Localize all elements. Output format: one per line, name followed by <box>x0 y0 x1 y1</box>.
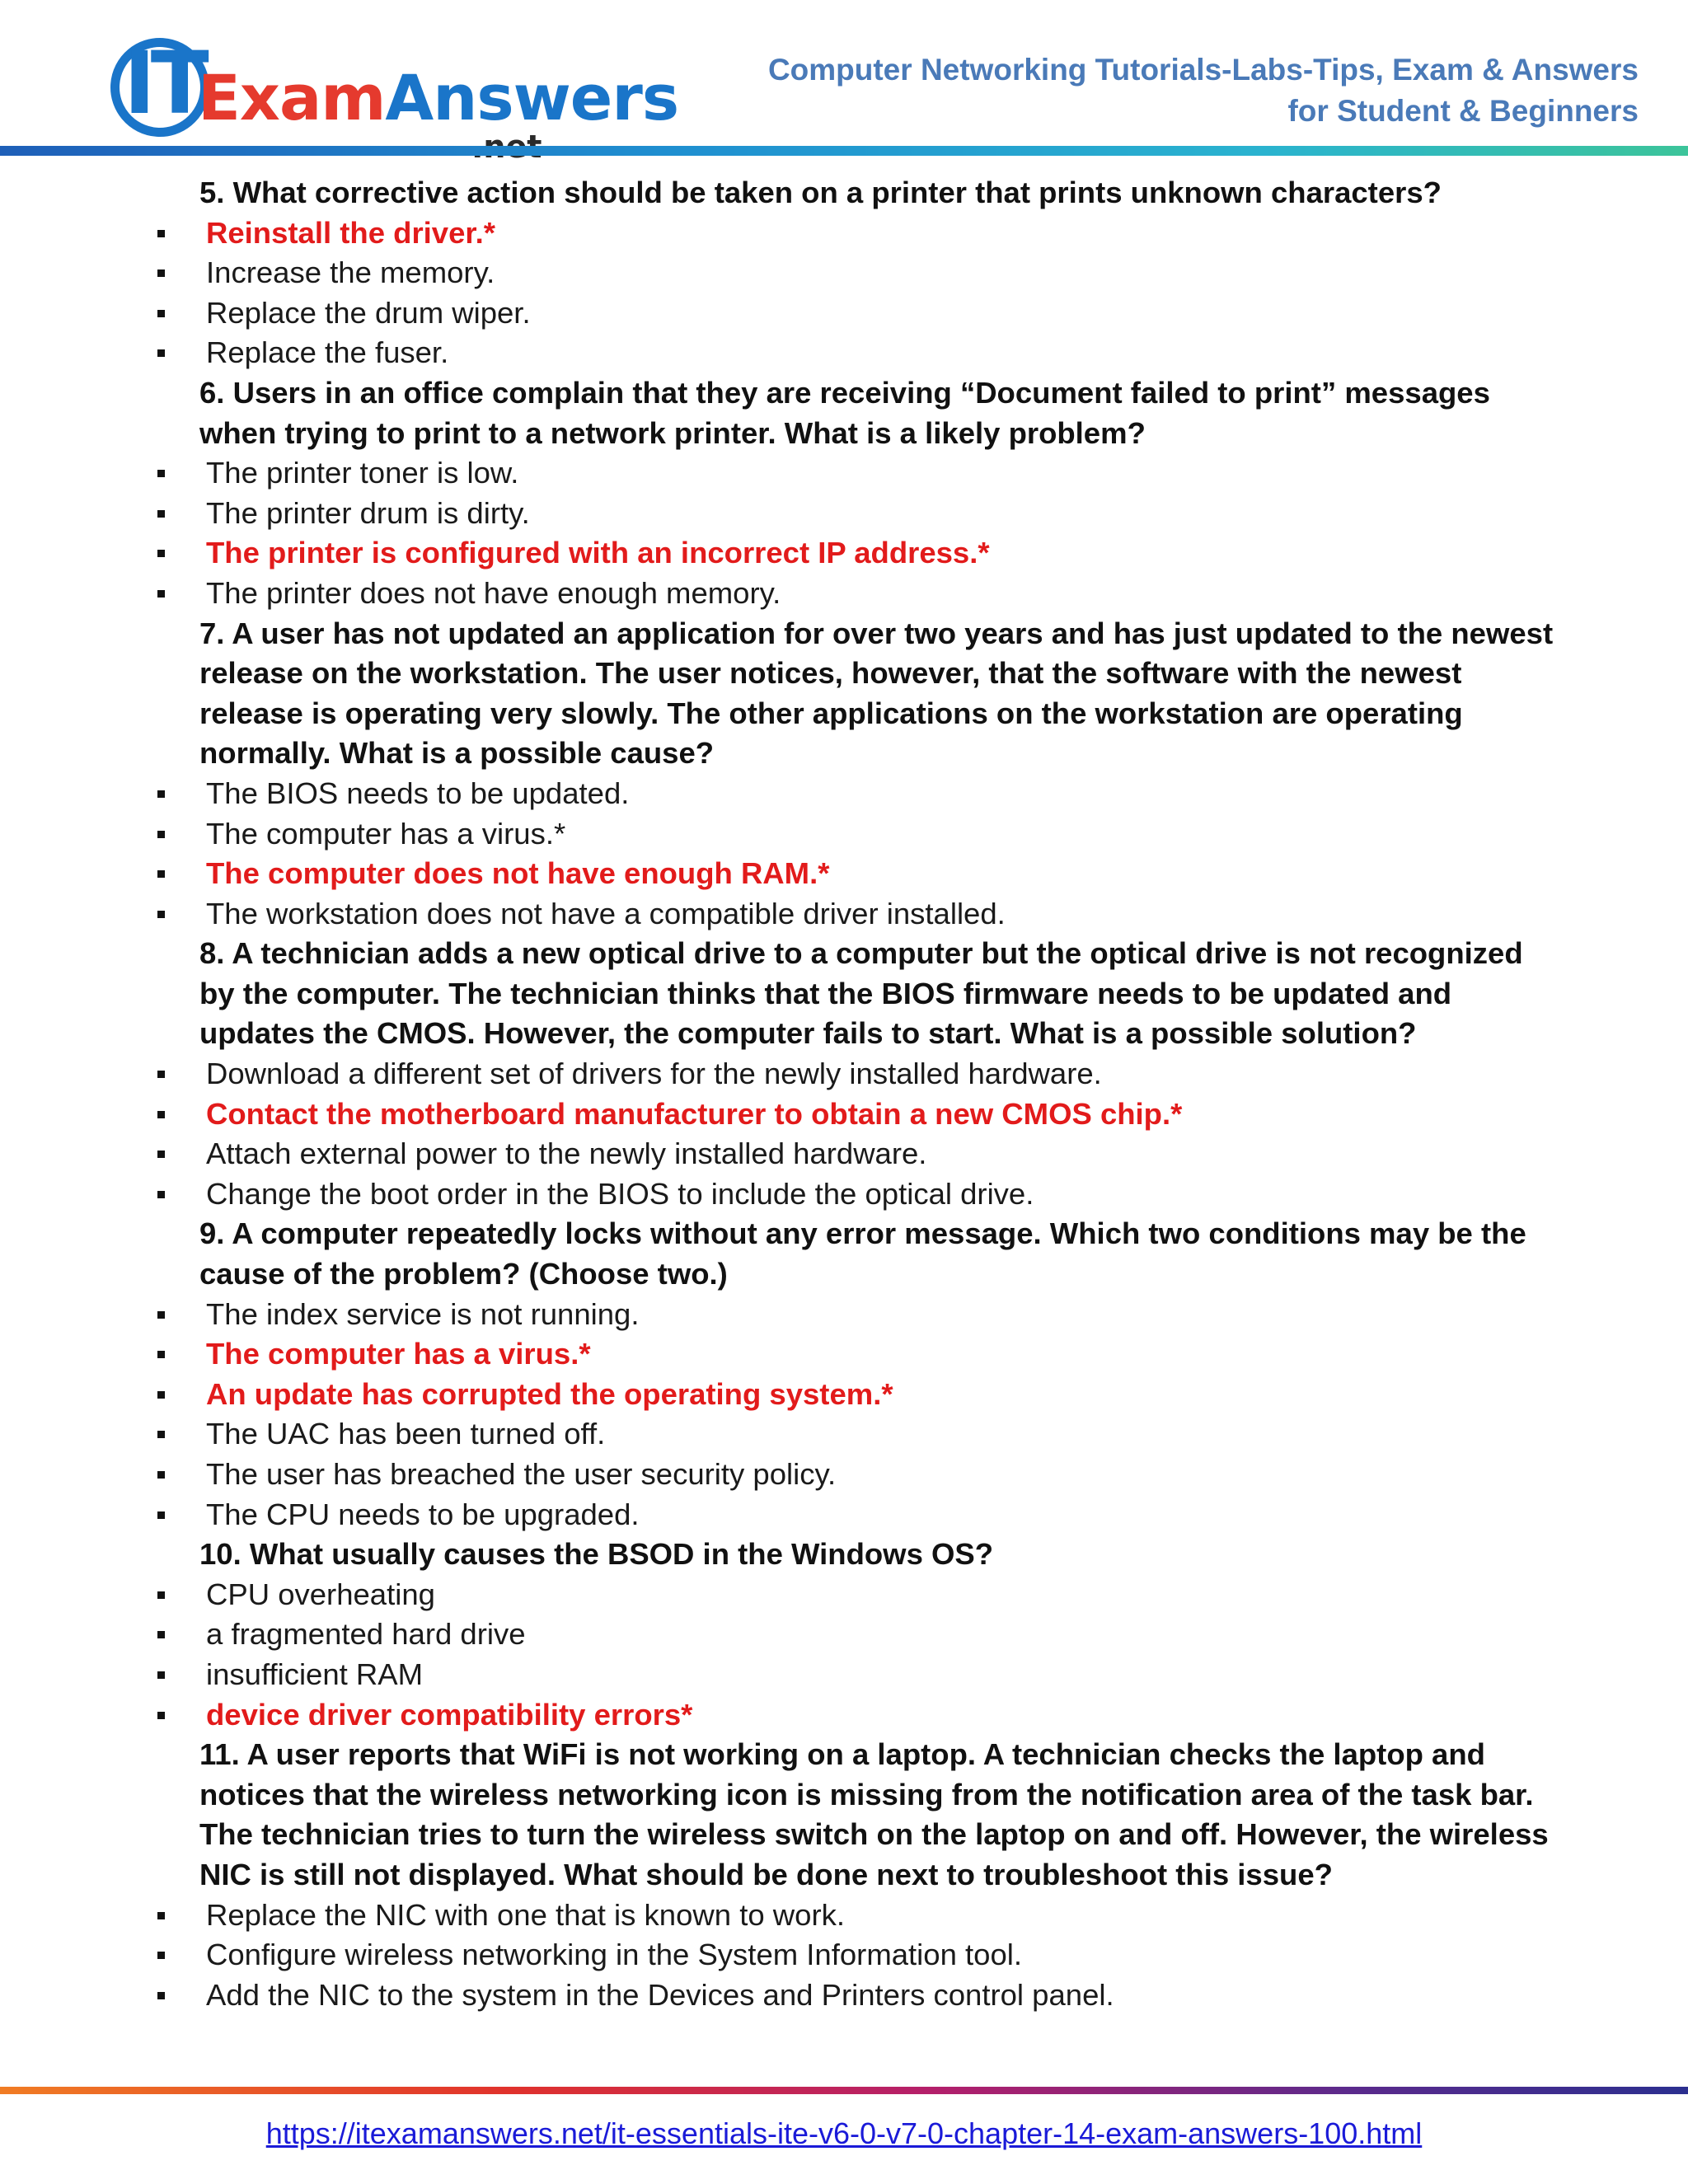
square-bullet-icon <box>157 1311 165 1319</box>
option-label: Replace the fuser. <box>206 335 449 370</box>
square-bullet-icon <box>157 550 165 557</box>
option-label: insufficient RAM <box>206 1657 424 1691</box>
option-label: Contact the motherboard manufacturer to obtain a new CMOS chip.* <box>206 1096 1183 1131</box>
square-bullet-icon <box>157 1151 165 1158</box>
answer-option <box>0 453 1688 494</box>
answer-option <box>0 1414 1688 1455</box>
square-bullet-icon <box>157 230 165 237</box>
question-line: The technician tries to turn the wireless switch on the laptop on and off. However, the wireless <box>199 1817 1549 1852</box>
answer-option-correct <box>0 1334 1688 1375</box>
question-text <box>0 1014 1688 1054</box>
square-bullet-icon <box>157 1071 165 1078</box>
question-text <box>0 1535 1688 1575</box>
answer-option <box>0 1455 1688 1495</box>
question-text <box>0 1254 1688 1295</box>
answer-option <box>0 333 1688 373</box>
question-text <box>0 654 1688 694</box>
question-text <box>0 614 1688 654</box>
option-label: The index service is not running. <box>206 1296 640 1331</box>
logo-wordmark <box>198 61 678 134</box>
answer-option <box>0 1896 1688 1936</box>
square-bullet-icon <box>157 269 165 277</box>
answer-option <box>0 494 1688 534</box>
question-line: release on the workstation. The user notices, however, that the software with the newest <box>199 656 1462 691</box>
question-line: normally. What is a possible cause? <box>199 736 715 771</box>
question-line: NIC is still not displayed. What should be done next to troubleshoot this issue? <box>199 1857 1333 1891</box>
answer-option <box>0 1575 1688 1615</box>
answer-option <box>0 1295 1688 1335</box>
answer-option <box>0 1615 1688 1655</box>
question-text <box>0 733 1688 774</box>
question-line: when trying to print to a network printer. What is a likely problem? <box>199 415 1146 450</box>
answer-option-correct <box>0 1094 1688 1135</box>
square-bullet-icon <box>157 1511 165 1519</box>
square-bullet-icon <box>157 1471 165 1479</box>
square-bullet-icon <box>157 790 165 798</box>
option-label: The BIOS needs to be updated. <box>206 776 630 810</box>
answer-option <box>0 1655 1688 1695</box>
option-label: a fragmented hard drive <box>206 1617 526 1652</box>
option-label: Download a different set of drivers for the newly installed hardware. <box>206 1057 1102 1091</box>
question-text <box>0 373 1688 414</box>
exam-content <box>0 173 1688 2015</box>
answer-option <box>0 253 1688 293</box>
option-label: The user has breached the user security policy. <box>206 1457 837 1491</box>
option-label: The printer does not have enough memory. <box>206 575 781 610</box>
question-line: 6. Users in an office complain that they are receiving “Document failed to print” messages <box>199 375 1490 410</box>
question-line: 11. A user reports that WiFi is not working on a laptop. A technician checks the laptop and <box>199 1737 1485 1772</box>
question-line: 9. A computer repeatedly locks without any error message. Which two conditions may be the <box>199 1216 1526 1251</box>
answer-option <box>0 814 1688 855</box>
answer-option <box>0 1935 1688 1975</box>
answer-option <box>0 1134 1688 1174</box>
option-label: Increase the memory. <box>206 255 495 290</box>
footer-divider <box>0 2087 1688 2094</box>
option-label: The printer toner is low. <box>206 456 519 490</box>
square-bullet-icon <box>157 1992 165 1999</box>
option-label: CPU overheating <box>206 1577 435 1611</box>
question-text <box>0 934 1688 974</box>
square-bullet-icon <box>157 1912 165 1919</box>
question-line: release is operating very slowly. The other applications on the workstation are operating <box>199 696 1463 730</box>
option-label: An update has corrupted the operating system.* <box>206 1376 893 1411</box>
square-bullet-icon <box>157 870 165 878</box>
square-bullet-icon <box>157 590 165 598</box>
square-bullet-icon <box>157 1351 165 1358</box>
square-bullet-icon <box>157 831 165 838</box>
square-bullet-icon <box>157 1671 165 1679</box>
question-line: 10. What usually causes the BSOD in the Windows OS? <box>199 1537 994 1572</box>
square-bullet-icon <box>157 1631 165 1638</box>
question-text <box>0 1775 1688 1816</box>
option-label: device driver compatibility errors* <box>206 1697 693 1732</box>
option-label: The UAC has been turned off. <box>206 1417 606 1451</box>
square-bullet-icon <box>157 1111 165 1118</box>
square-bullet-icon <box>157 470 165 477</box>
square-bullet-icon <box>157 911 165 918</box>
question-text <box>0 1735 1688 1775</box>
option-label: Replace the NIC with one that is known to work. <box>206 1897 845 1932</box>
question-text <box>0 414 1688 454</box>
square-bullet-icon <box>157 1952 165 1959</box>
square-bullet-icon <box>157 1391 165 1399</box>
footer-url-link[interactable]: https://itexamanswers.net/it-essentials-ite-v6-0-v7-0-chapter-14-exam-answers-100.html <box>265 2116 1423 2150</box>
logo-it-mark: IT <box>124 33 204 134</box>
answer-option <box>0 1495 1688 1535</box>
header-divider <box>0 146 1688 156</box>
answer-option-correct <box>0 854 1688 894</box>
option-label: The computer has a virus.* <box>206 1337 591 1371</box>
tagline-line-1: Computer Networking Tutorials-Labs-Tips, Exam & Answers <box>767 53 1639 87</box>
answer-option-correct <box>0 1375 1688 1415</box>
question-text <box>0 1214 1688 1254</box>
answer-option-correct <box>0 533 1688 574</box>
square-bullet-icon <box>157 510 165 518</box>
answer-option <box>0 1054 1688 1094</box>
logo-exam: Exam <box>198 61 386 134</box>
option-label: The workstation does not have a compatible driver installed. <box>206 896 1006 930</box>
answer-option-correct <box>0 1695 1688 1736</box>
logo-answers: Answers <box>385 61 679 134</box>
option-label: Change the boot order in the BIOS to include the optical drive. <box>206 1176 1034 1211</box>
answer-option <box>0 774 1688 814</box>
option-label: Reinstall the driver.* <box>206 215 495 250</box>
question-line: 7. A user has not updated an application for over two years and has just updated to the newest <box>199 616 1554 650</box>
question-line: 8. A technician adds a new optical drive to a computer but the optical drive is not recognized <box>199 936 1523 971</box>
page-header <box>0 0 1688 165</box>
answer-option <box>0 894 1688 935</box>
answer-option-correct <box>0 213 1688 254</box>
question-line: by the computer. The technician thinks that the BIOS firmware needs to be updated and <box>199 976 1452 1010</box>
square-bullet-icon <box>157 1191 165 1198</box>
option-label: Add the NIC to the system in the Devices and Printers control panel. <box>206 1977 1114 2012</box>
option-label: The printer is configured with an incorrect IP address.* <box>206 536 990 570</box>
square-bullet-icon <box>157 349 165 357</box>
answer-option <box>0 293 1688 334</box>
question-line: 5. What corrective action should be taken on a printer that prints unknown characters? <box>199 176 1442 209</box>
question-text <box>0 1815 1688 1855</box>
site-logo[interactable] <box>107 31 679 147</box>
option-label: Configure wireless networking in the System Information tool. <box>206 1938 1023 1972</box>
question-text <box>0 974 1688 1015</box>
answer-option <box>0 1975 1688 2016</box>
option-label: Attach external power to the newly installed hardware. <box>206 1137 927 1171</box>
option-label: The CPU needs to be upgraded. <box>206 1497 640 1531</box>
option-label: The computer has a virus.* <box>206 816 566 851</box>
tagline-line-2: for Student & Beginners <box>1287 94 1639 128</box>
square-bullet-icon <box>157 1431 165 1438</box>
question-line: updates the CMOS. However, the computer fails to start. What is a possible solution? <box>199 1016 1417 1051</box>
question-line: notices that the wireless networking icon is missing from the notification area of the task bar. <box>199 1777 1534 1811</box>
option-label: The printer drum is dirty. <box>206 495 530 530</box>
question-text <box>0 694 1688 734</box>
option-label: The computer does not have enough RAM.* <box>206 856 830 891</box>
answer-option <box>0 1174 1688 1215</box>
square-bullet-icon <box>157 1591 165 1599</box>
header-tagline <box>649 49 1639 132</box>
square-bullet-icon <box>157 310 165 317</box>
option-label: Replace the drum wiper. <box>206 295 531 330</box>
question-text <box>0 173 1688 213</box>
answer-option <box>0 574 1688 614</box>
question-line: cause of the problem? (Choose two.) <box>199 1257 728 1291</box>
question-text <box>0 1855 1688 1896</box>
square-bullet-icon <box>157 1712 165 1719</box>
